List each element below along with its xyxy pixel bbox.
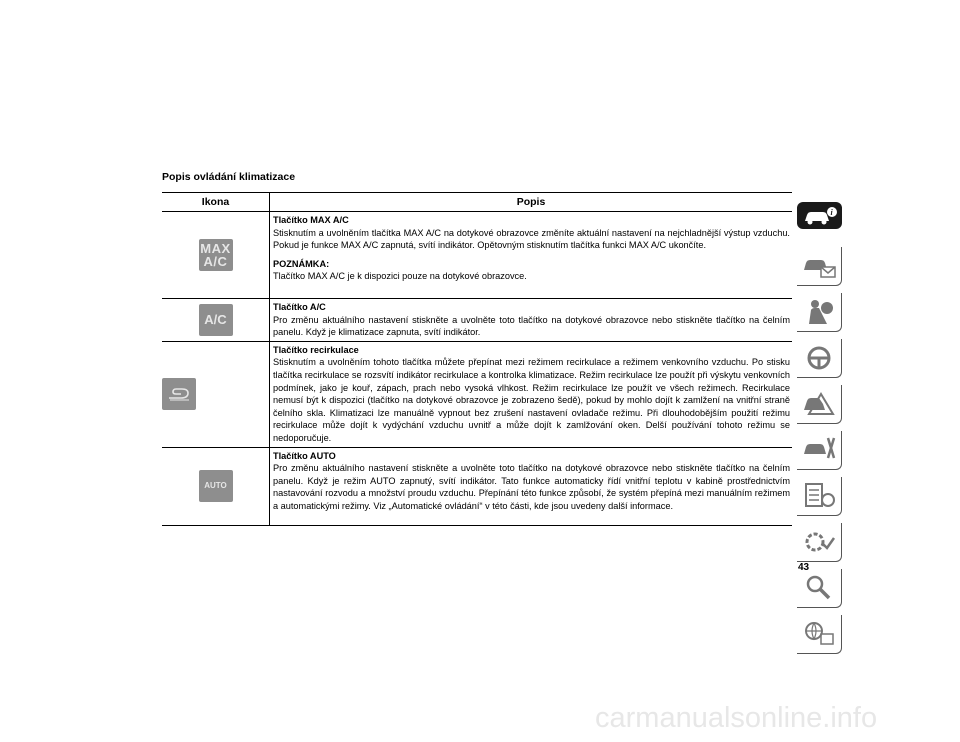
tab-steering[interactable] <box>797 339 842 378</box>
airbag-icon <box>801 296 839 326</box>
row-title: Tlačítko recirkulace <box>273 344 359 355</box>
row-text: Pro změnu aktuálního nastavení stiskněte a uvolněte toto tlačítko na dotykové obrazovce nebo stiskněte tlačítko na čelním panelu. Když je režim AUTO zapnutý, svítí indikátor. Tato funkce automaticky řídí vnitřní teplotu v kabině prostřednictvím nastavování rozvodu a množství proudu vzduchu. Přepínání této funkce způsobí, že systém přepíná mezi manuálním režimem a automatickými režimy. Viz „Automatické ovládání“ v této části, kde jsou uvedeny další informace. <box>273 463 790 511</box>
auto-icon: AUTO <box>199 470 233 502</box>
header-icon: Ikona <box>162 193 270 212</box>
tab-language[interactable] <box>797 615 842 654</box>
row-title: Tlačítko MAX A/C <box>273 215 349 225</box>
magnifier-icon <box>801 572 839 602</box>
table-row <box>162 212 792 299</box>
gear-check-icon <box>801 526 839 556</box>
tab-car-mail[interactable] <box>797 247 842 286</box>
tab-gear-check[interactable] <box>797 523 842 562</box>
car-tools-icon <box>801 434 839 464</box>
row-text: Stisknutím a uvolněním tlačítka MAX A/C na dotykové obrazovce změníte aktuální nastavení na nejchladnější výstup vzduchu. Pokud je funkce MAX A/C zapnutá, svítí indikátor. Opětovným stisknutím tlačítka funkci MAX A/C ukončíte. <box>273 227 790 251</box>
tab-airbag[interactable] <box>797 293 842 332</box>
tab-car-info[interactable] <box>797 202 842 229</box>
row-text: Pro změnu aktuálního nastavení stiskněte a uvolněte toto tlačítko na dotykové obrazovce nebo stiskněte tlačítko na čelním panelu. Když je klimatizace zapnuta, svítí indikátor. <box>273 314 790 338</box>
language-icon <box>801 618 839 648</box>
row-title: Tlačítko AUTO <box>273 450 336 461</box>
row-title: Tlačítko A/C <box>273 302 326 312</box>
table-row <box>162 299 792 342</box>
icon-description-table <box>162 192 792 526</box>
car-mail-icon <box>801 250 839 280</box>
checklist-icon <box>801 480 839 510</box>
svg-text:i: i <box>830 208 833 217</box>
page-number: 43 <box>798 562 810 573</box>
ac-icon: A/C <box>199 304 233 336</box>
header-description: Popis <box>270 193 793 212</box>
car-crash-icon <box>801 388 839 418</box>
tab-car-crash[interactable] <box>797 385 842 424</box>
recirculation-icon <box>162 378 196 410</box>
table-row <box>162 341 792 447</box>
tab-car-tools[interactable] <box>797 431 842 470</box>
note-text: Tlačítko MAX A/C je k dispozici pouze na dotykové obrazovce. <box>273 271 527 282</box>
car-info-icon <box>801 205 839 227</box>
tab-search[interactable] <box>797 569 842 608</box>
tab-checklist[interactable] <box>797 477 842 516</box>
note-title: POZNÁMKA: <box>273 258 330 269</box>
table-row <box>162 447 792 525</box>
table-header-row <box>162 193 792 212</box>
watermark: carmanualsonline.info <box>595 702 878 734</box>
steering-wheel-icon <box>801 342 839 372</box>
chapter-tabs <box>797 202 842 661</box>
row-text: Stisknutím a uvolněním tohoto tlačítka můžete přepínat mezi režimem recirkulace a režimem venkovního vzduchu. Po stisku tlačítka recirkulace se rozsvítí indikátor recirkulace a kontrolka klimatizace. Režim recirkulace lze použít při výskytu venkovních podmínek, jako je kouř, zápach, prach nebo vysoká vlhkost. Režim recirkulace lze použít ve všech režimech. Recirkulace nemusí být k dispozici (tlačítko na dotykové obrazovce je zobrazeno šedě), pokud by mohlo dojít k zamlžení na vnitřní straně čelního skla. Klimatizaci lze manuálně vypnout bez zrušení nastavení ovladače režimu. Při dlouhodobějším použití režimu recirkulace může dojít k vydýchání vzduchu uvnitř a může dojít k zamlžování oken. Delší používání tohoto režimu se nedoporučuje. <box>273 357 790 443</box>
max-ac-icon: MAX A/C <box>200 241 231 269</box>
section-title: Popis ovládání klimatizace <box>162 171 296 183</box>
